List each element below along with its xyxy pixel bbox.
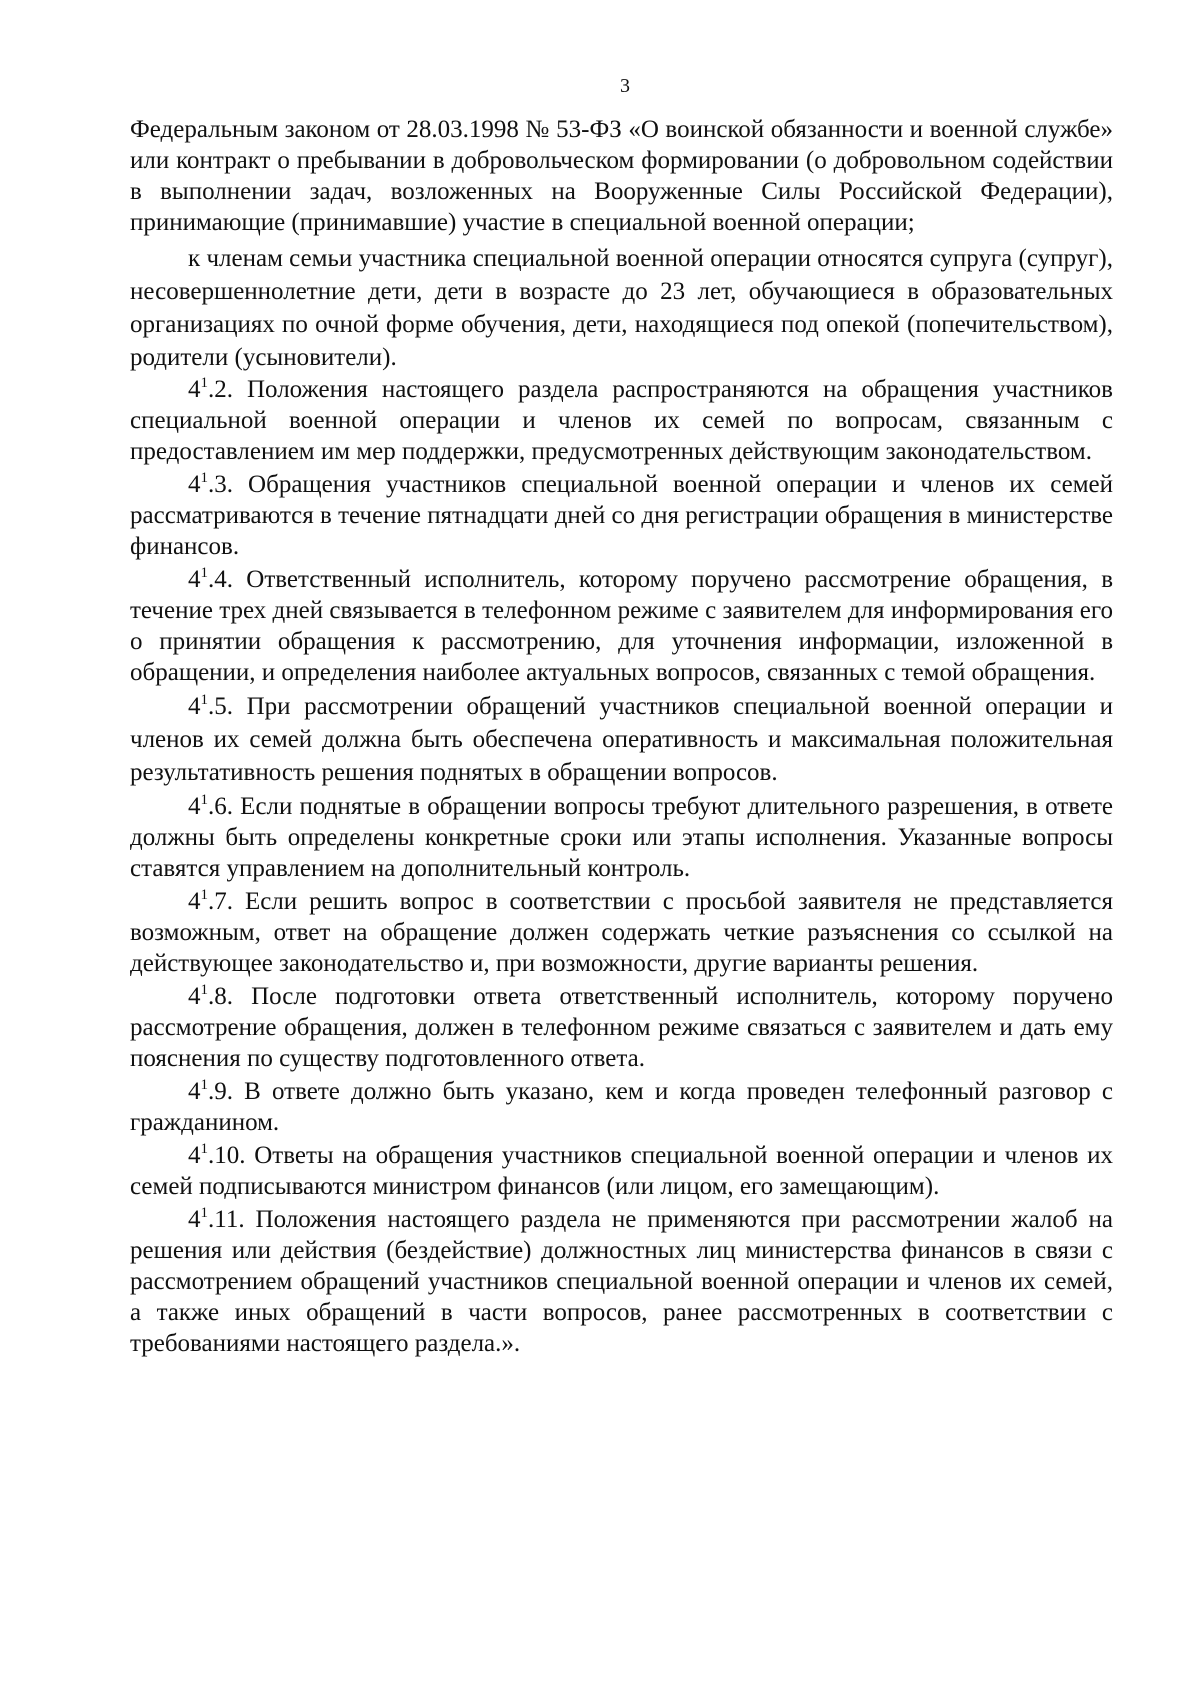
clause-number: $4^1.9$. bbox=[188, 1076, 233, 1105]
clause-number: $4^1.8$. bbox=[188, 981, 233, 1010]
clause-number: $4^1.2$. bbox=[188, 374, 233, 403]
paragraph-text: Федеральным законом от 28.03.1998 № 53-ФЗ «О воинской обязанности и военной службе» или контракт о пребывании в добровольческом формировании (о добровольном содействии в выполнении задач, возложенных на Вооруженные Силы Российской Федерации), принимающие (принимавшие) участие в специальной военной операции; bbox=[130, 116, 1113, 236]
paragraph-text: Если поднятые в обращении вопросы требуют длительного разрешения, в ответе должны быть определены конкретные сроки или этапы исполнения. Указанные вопросы ставятся управлением на дополнительный контроль. bbox=[130, 793, 1114, 882]
paragraph-4-1-4 bbox=[130, 564, 1113, 688]
clause-number: $4^1.7$. bbox=[188, 886, 233, 915]
clause-number: $4^1.11$. bbox=[188, 1204, 245, 1233]
paragraph-text: При рассмотрении обращений участников специальной военной операции и членов их семей должна быть обеспечена оперативность и максимальная положительная результативность решения поднятых в обращении вопросов. bbox=[130, 693, 1113, 786]
clause-number: $4^1.10$. bbox=[188, 1140, 246, 1169]
paragraph-text: Ответственный исполнитель, которому поручено рассмотрение обращения, в течение трех дней связывается в телефонном режиме с заявителем для информирования его о принятии обращения к рассмотрению, для уточнения информации, изложенной в обращении, и определения наиболее актуальных вопросов, связанных с темой обращения. bbox=[130, 566, 1113, 686]
paragraph-4-1-8 bbox=[130, 981, 1113, 1074]
page-number: 3 bbox=[620, 75, 630, 97]
paragraph-text: Положения настоящего раздела не применяются при рассмотрении жалоб на решения или действия (бездействие) должностных лиц министерства финансов в связи с рассмотрением обращений участников специальной военной операции и членов их семей, а также иных обращений в части вопросов, ранее рассмотренных в соответствии с требованиями настоящего раздела.». bbox=[130, 1206, 1113, 1357]
document-body bbox=[130, 114, 1113, 1359]
paragraph-text: Обращения участников специальной военной операции и членов их семей рассматриваются в течение пятнадцати дней со дня регистрации обращения в министерстве финансов. bbox=[130, 471, 1113, 560]
paragraph-4-1-10 bbox=[130, 1140, 1113, 1202]
paragraph-text: к членам семьи участника специальной военной операции относятся супруга (супруг), несовершеннолетние дети, дети в возрасте до 23 лет, обучающиеся в образовательных организациях по очной форме обучения, дети, находящиеся под опекой (попечительством), родители (усыновители). bbox=[130, 245, 1113, 371]
paragraph-text: В ответе должно быть указано, кем и когда проведен телефонный разговор с гражданином. bbox=[130, 1078, 1113, 1136]
clause-number: $4^1.3$. bbox=[188, 469, 233, 498]
paragraph-text: После подготовки ответа ответственный исполнитель, которому поручено рассмотрение обращения, должен в телефонном режиме связаться с заявителем и дать ему пояснения по существу подготовленного ответа. bbox=[130, 983, 1114, 1072]
paragraph-4-1-7 bbox=[130, 886, 1113, 979]
clause-number: $4^1.4$. bbox=[188, 564, 233, 593]
paragraph-4-1-6 bbox=[130, 791, 1113, 884]
paragraph-4-1-11 bbox=[130, 1204, 1113, 1359]
paragraph-4-1-2 bbox=[130, 374, 1113, 467]
paragraph-text: Ответы на обращения участников специальной военной операции и членов их семей подписываются министром финансов (или лицом, его замещающим). bbox=[130, 1142, 1113, 1200]
paragraph-text: Если решить вопрос в соответствии с просьбой заявителя не представляется возможным, ответ на обращение должен содержать четкие разъяснения со ссылкой на действующее законодательство и, при возможности, другие варианты решения. bbox=[130, 888, 1114, 977]
paragraph-text: Положения настоящего раздела распространяются на обращения участников специальной военной операции и членов их семей по вопросам, связанным с предоставлением им мер поддержки, предусмотренных действующим законодательством. bbox=[130, 376, 1113, 465]
paragraph-4-1-5 bbox=[130, 690, 1113, 789]
paragraph-family-members bbox=[130, 242, 1113, 374]
paragraph-4-1-3 bbox=[130, 469, 1113, 562]
clause-number: $4^1.5$. bbox=[188, 691, 233, 720]
paragraph-4-1-9 bbox=[130, 1076, 1113, 1138]
paragraph-continuation bbox=[130, 114, 1113, 238]
clause-number: $4^1.6$. bbox=[188, 791, 233, 820]
